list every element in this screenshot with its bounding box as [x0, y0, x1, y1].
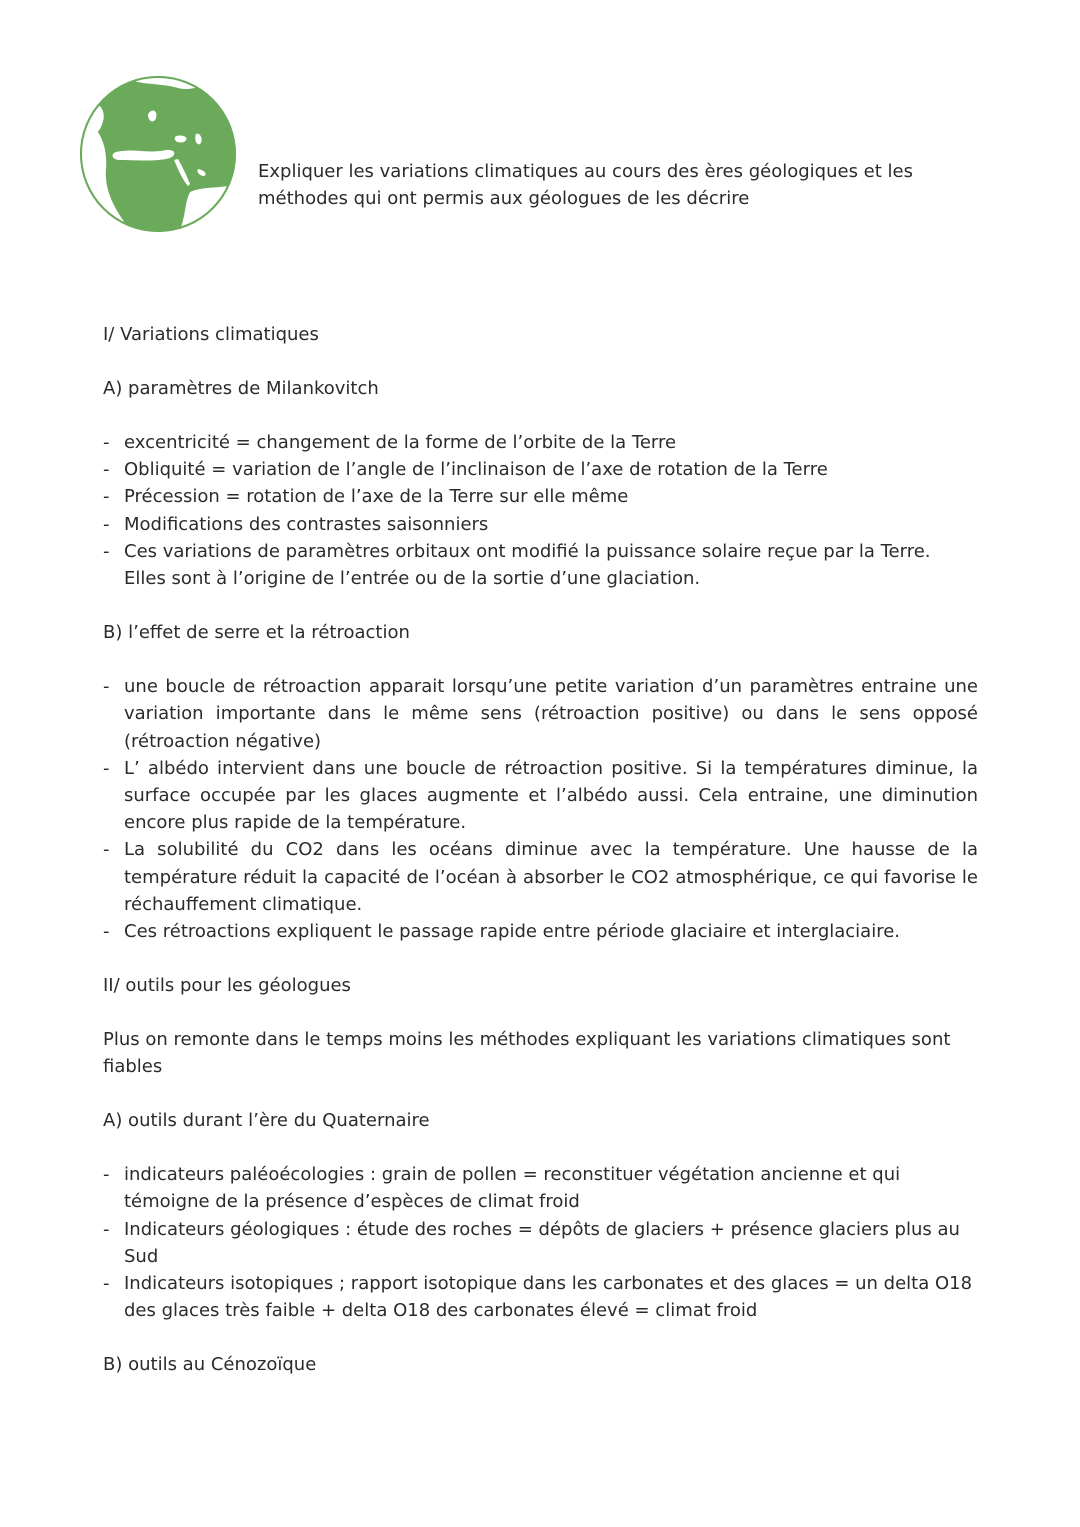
- document-title: Expliquer les variations climatiques au cours des ères géologiques et les méthodes qui ont permis aux géologues de les décrire: [258, 161, 913, 209]
- section-2-heading: II/ outils pour les géologues: [103, 975, 351, 997]
- list-item: - L’ albédo intervient dans une boucle de rétroaction positive. Si la températures diminue, la surface occupée par les glaces augmente et l’albédo aussi. Cela entraine, une diminution encore plus rapide de la température.: [103, 755, 978, 837]
- globe-icon: [78, 74, 238, 234]
- list-item: - Indicateurs isotopiques ; rapport isotopique dans les carbonates et des glaces = un delta O18 des glaces très faible + delta O18 des carbonates élevé = climat froid: [103, 1270, 978, 1324]
- document-body: [103, 321, 978, 1378]
- list-item: - Précession = rotation de l’axe de la Terre sur elle même: [103, 483, 978, 510]
- list-item: - Ces variations de paramètres orbitaux ont modifié la puissance solaire reçue par la Terre. Elles sont à l’origine de l’entrée ou de la sortie d’une glaciation.: [103, 538, 978, 592]
- milankovitch-list: [103, 429, 978, 592]
- list-item: - Obliquité = variation de l’angle de l’inclinaison de l’axe de rotation de la Terre: [103, 456, 978, 483]
- section-2a-heading: A) outils durant l’ère du Quaternaire: [103, 1110, 430, 1132]
- section-1-heading: I/ Variations climatiques: [103, 324, 319, 345]
- list-item: - indicateurs paléoécologies : grain de pollen = reconstituer végétation ancienne et qui témoigne de la présence d’espèces de climat froid: [103, 1161, 978, 1215]
- section-1a-heading: A) paramètres de Milankovitch: [103, 378, 379, 399]
- section-2-intro: Plus on remonte dans le temps moins les méthodes expliquant les variations climatiques sont fiables: [103, 1029, 951, 1078]
- list-item: - Indicateurs géologiques : étude des roches = dépôts de glaciers + présence glaciers plus au Sud: [103, 1216, 978, 1270]
- list-item: - Ces rétroactions expliquent le passage rapide entre période glaciaire et interglaciaire.: [103, 918, 978, 945]
- list-item: - excentricité = changement de la forme de l’orbite de la Terre: [103, 429, 978, 456]
- quaternary-tools-list: [103, 1161, 978, 1324]
- list-item: - La solubilité du CO2 dans les océans diminue avec la température. Une hausse de la température réduit la capacité de l’océan à absorber le CO2 atmosphérique, ce qui favorise le réchauffement climatique.: [103, 836, 978, 918]
- list-item: - une boucle de rétroaction apparait lorsqu’une petite variation d’un paramètres entraine une variation importante dans le même sens (rétroaction positive) ou dans le sens opposé (rétroaction négative): [103, 673, 978, 755]
- feedback-list: [103, 673, 978, 945]
- section-2b-heading: B) outils au Cénozoïque: [103, 1354, 317, 1376]
- list-item: - Modifications des contrastes saisonniers: [103, 511, 978, 538]
- section-1b-heading: B) l’effet de serre et la rétroaction: [103, 622, 410, 644]
